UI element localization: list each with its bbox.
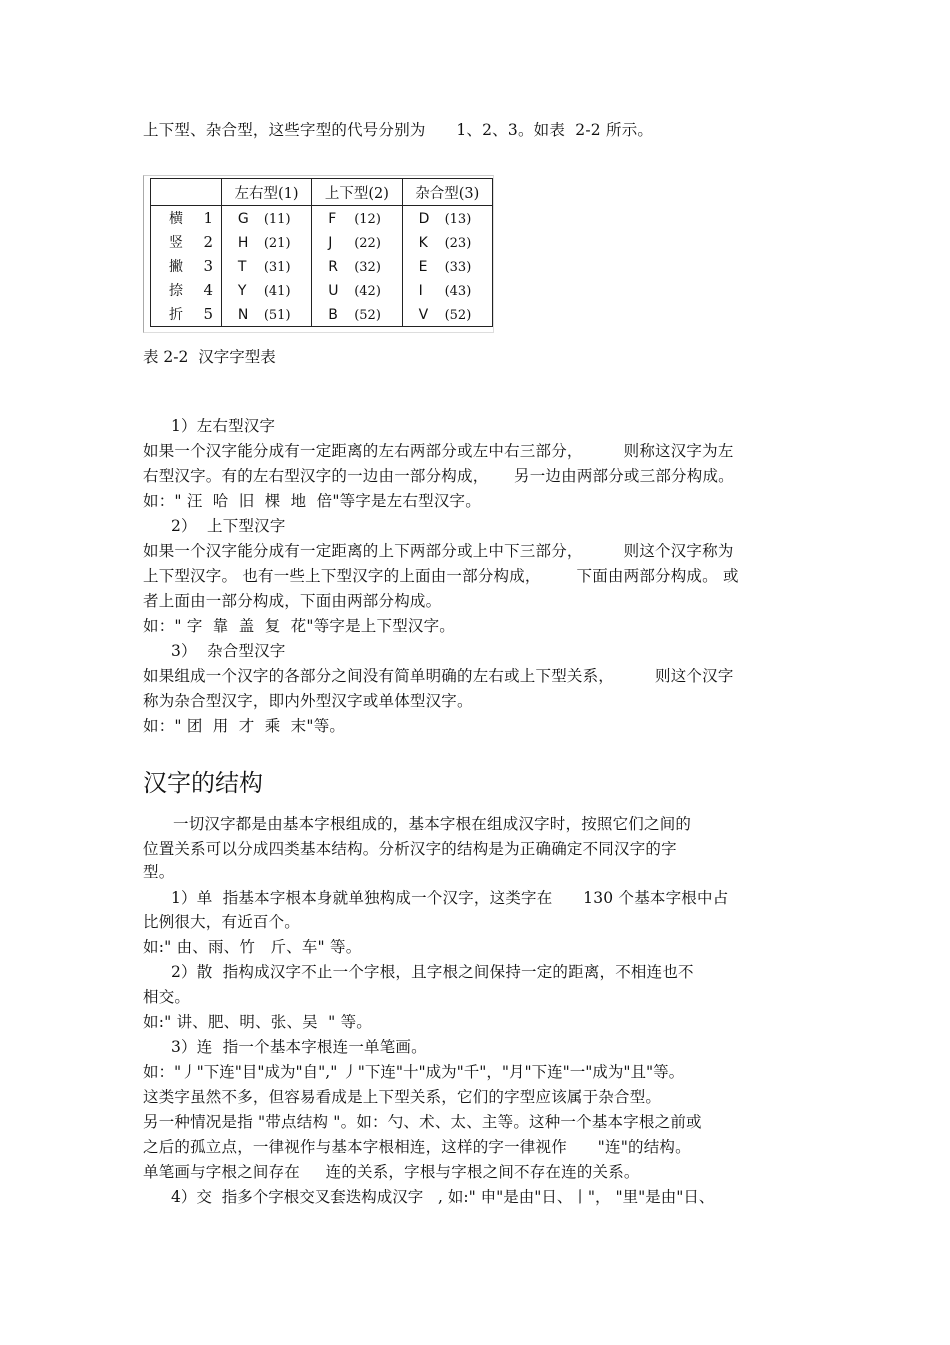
example-line: 如:" 讲、肥、明、张、吴 " 等。 [143, 1013, 372, 1031]
shape-code: (52) [354, 308, 381, 323]
intro-line: 上下型、杂合型，这些字型的代号分别为 1、2、3。如表 2-2 所示。 [143, 121, 654, 139]
subheading-mixed: 3） 杂合型汉字 [171, 642, 286, 660]
paragraph-line: 一切汉字都是由基本字根组成的，基本字根在组成汉字时，按照它们之间的 [173, 815, 692, 833]
code-cell [402, 278, 492, 302]
paragraph-line: 上下型汉字。 也有一些上下型汉字的上面由一部分构成， 下面由两部分构成。 或 [143, 567, 739, 585]
table-row [151, 278, 493, 302]
shape-code: (33) [444, 260, 472, 275]
code-cell [312, 254, 402, 278]
stroke-name: 横 [169, 211, 183, 227]
section-heading: 汉字的结构 [143, 769, 263, 797]
paragraph-line: 比例很大，有近百个。 [143, 913, 301, 931]
code-cell [402, 302, 492, 327]
code-cell [221, 206, 311, 231]
paragraph-line: 这类字虽然不多，但容易看成是上下型关系，它们的字型应该属于杂合型。 [143, 1088, 662, 1106]
example-line: 如：" 汪 哈 旧 棵 地 倍"等字是左右型汉字。 [143, 492, 481, 510]
paragraph-line: 右型汉字。有的左右型汉字的一边由一部分构成， 另一边由两部分或三部分构成。 [143, 467, 734, 485]
table-header-blank [151, 179, 222, 206]
shape-code: (42) [354, 284, 381, 299]
paragraph-line: 之后的孤立点，一律视作与基本字根相连，这样的字一律视作 "连"的结构。 [143, 1138, 691, 1156]
stroke-name: 撇 [169, 259, 183, 275]
stroke-number: 4 [203, 281, 213, 299]
stroke-cell [151, 278, 222, 302]
paragraph-line: 如果组成一个汉字的各部分之间没有简单明确的左右或上下型关系， 则这个汉字 [143, 667, 734, 685]
paragraph-line: 如果一个汉字能分成有一定距离的上下两部分或上中下三部分， 则这个汉字称为 [143, 542, 734, 560]
stroke-number: 3 [203, 257, 213, 275]
stroke-name: 折 [169, 307, 183, 323]
shape-code: (52) [444, 308, 472, 323]
key-letter: K [418, 235, 428, 251]
shape-code: (23) [444, 236, 472, 251]
stroke-name: 捺 [169, 283, 183, 299]
shape-code: (21) [263, 236, 291, 251]
paragraph-line: 位置关系可以分成四类基本结构。分析汉字的结构是为正确确定不同汉字的字 [143, 840, 677, 858]
code-cell [221, 302, 311, 327]
paragraph-line: 单笔画与字根之间存在 连的关系，字根与字根之间不存在连的关系。 [143, 1163, 640, 1181]
key-letter: F [328, 211, 337, 227]
shape-code: (22) [354, 236, 381, 251]
key-letter: E [418, 259, 428, 275]
stroke-cell [151, 230, 222, 254]
subheading-top-bottom: 2） 上下型汉字 [171, 517, 286, 535]
example-line: 如：" 团 用 才 乘 末"等。 [143, 717, 346, 735]
table-header-row [151, 179, 493, 206]
code-cell [402, 206, 492, 231]
key-letter: H [237, 235, 249, 251]
table-header-top-bottom: 上下型(2) [312, 179, 402, 206]
paragraph-line: 型。 [143, 863, 175, 881]
code-cell [402, 230, 492, 254]
example-line: 如:" 由、雨、竹 斤、车" 等。 [143, 938, 362, 956]
key-letter: D [418, 211, 430, 227]
key-letter: B [328, 307, 338, 323]
stroke-cell [151, 302, 222, 327]
table-row [151, 206, 493, 231]
code-cell [221, 254, 311, 278]
paragraph-line: 者上面由一部分构成，下面由两部分构成。 [143, 592, 442, 610]
code-cell [312, 278, 402, 302]
subheading-connected: 3）连 指一个基本字根连一单笔画。 [171, 1038, 427, 1056]
stroke-shape-table-image [143, 175, 494, 333]
code-cell [312, 206, 402, 231]
code-cell [312, 302, 402, 327]
subheading-crossed: 4）交 指多个字根交叉套迭构成汉字 , 如:" 申"是由"日、丨"， "里"是由"日、 [171, 1188, 715, 1206]
key-letter: R [328, 259, 338, 275]
stroke-cell [151, 254, 222, 278]
key-letter: I [418, 283, 423, 299]
key-letter: U [328, 283, 339, 299]
key-letter: V [418, 307, 429, 323]
code-cell [402, 254, 492, 278]
subheading-single: 1）单 指基本字根本身就单独构成一个汉字，这类字在 130 个基本字根中占 [171, 889, 729, 907]
shape-code: (43) [444, 284, 472, 299]
code-cell [312, 230, 402, 254]
stroke-name: 竖 [169, 235, 183, 251]
paragraph-line: 称为杂合型汉字，即内外型汉字或单体型汉字。 [143, 692, 473, 710]
subheading-left-right: 1）左右型汉字 [171, 417, 276, 435]
table-row [151, 254, 493, 278]
code-cell [221, 278, 311, 302]
subheading-scattered: 2）散 指构成汉字不止一个字根，且字根之间保持一定的距离，不相连也不 [171, 963, 694, 981]
stroke-cell [151, 206, 222, 231]
key-letter: Y [237, 283, 247, 299]
shape-code: (12) [354, 212, 381, 227]
example-line: 如：" 字 靠 盖 复 花"等字是上下型汉字。 [143, 617, 456, 635]
shape-code: (31) [263, 260, 291, 275]
key-letter: N [237, 307, 249, 323]
paragraph-line: 相交。 [143, 988, 191, 1006]
shape-code: (51) [263, 308, 291, 323]
table-row [151, 302, 493, 327]
table-header-mixed: 杂合型(3) [402, 179, 492, 206]
shape-code: (32) [354, 260, 381, 275]
shape-code: (13) [444, 212, 472, 227]
table-caption: 表 2-2 汉字字型表 [143, 348, 276, 366]
shape-code: (11) [263, 212, 291, 227]
paragraph-line: 另一种情况是指 "带点结构 "。如：勺、术、太、主等。这种一个基本字根之前或 [143, 1113, 702, 1131]
paragraph-line: 如果一个汉字能分成有一定距离的左右两部分或左中右三部分， 则称这汉字为左 [143, 442, 734, 460]
shape-code: (41) [263, 284, 291, 299]
stroke-shape-table [150, 178, 493, 327]
table-row [151, 230, 493, 254]
key-letter: T [237, 259, 247, 275]
stroke-number: 2 [203, 233, 213, 251]
example-line: 如："丿"下连"目"成为"自"," 丿"下连"十"成为"千"，"月"下连"一"成为"且"等。 [143, 1063, 685, 1081]
key-letter: G [237, 211, 249, 227]
stroke-number: 5 [203, 305, 213, 323]
stroke-number: 1 [203, 209, 213, 227]
table-header-left-right: 左右型(1) [221, 179, 311, 206]
key-letter: J [328, 235, 333, 251]
code-cell [221, 230, 311, 254]
